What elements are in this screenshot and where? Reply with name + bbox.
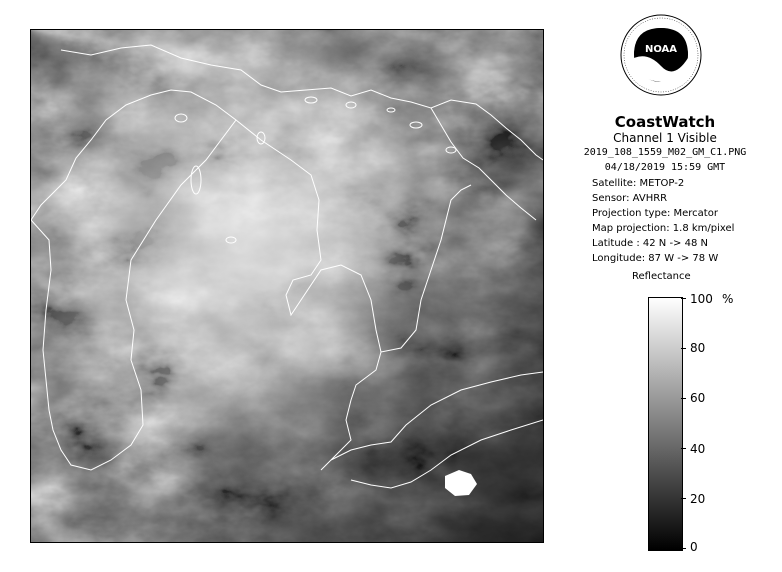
metadata-projection-type: Projection type: Mercator [592, 208, 718, 219]
channel-label: Channel 1 Visible [613, 131, 717, 145]
colorbar-tick [681, 398, 686, 399]
product-info [560, 114, 770, 175]
product-title: CoastWatch [614, 113, 716, 131]
colorbar-tick [681, 448, 686, 449]
colorbar [648, 297, 683, 551]
colorbar-title: Reflectance [632, 271, 691, 282]
metadata-sensor: Sensor: AVHRR [592, 193, 668, 204]
colorbar-tick [681, 548, 686, 549]
colorbar-tick-label: 20 [690, 492, 706, 506]
metadata-map-projection: Map projection: 1.8 km/pixel [592, 223, 735, 234]
metadata-longitude: Longitude: 87 W -> 78 W [592, 253, 719, 264]
colorbar-tick-label: 40 [690, 442, 706, 456]
colorbar-tick [681, 298, 686, 299]
satellite-image [30, 29, 544, 543]
filename: 2019_108_1559_M02_GM_C1.PNG [583, 147, 747, 158]
metadata-satellite: Satellite: METOP-2 [592, 178, 685, 189]
colorbar-tick-label: 60 [690, 391, 706, 405]
colorbar-tick [681, 498, 686, 499]
colorbar-tick-label: 0 [690, 540, 698, 554]
logo-text: NOAA [644, 44, 678, 55]
satellite-image-svg [31, 30, 543, 542]
metadata-list [592, 176, 734, 266]
colorbar-unit: % [722, 292, 734, 306]
colorbar-tick-label: 80 [690, 341, 706, 355]
noaa-logo [620, 14, 702, 96]
colorbar-tick [681, 348, 686, 349]
colorbar-tick-label: 100 [690, 292, 713, 306]
noaa-logo-icon [620, 14, 702, 96]
metadata-latitude: Latitude : 42 N -> 48 N [592, 238, 708, 249]
datetime: 04/18/2019 15:59 GMT [604, 162, 726, 173]
